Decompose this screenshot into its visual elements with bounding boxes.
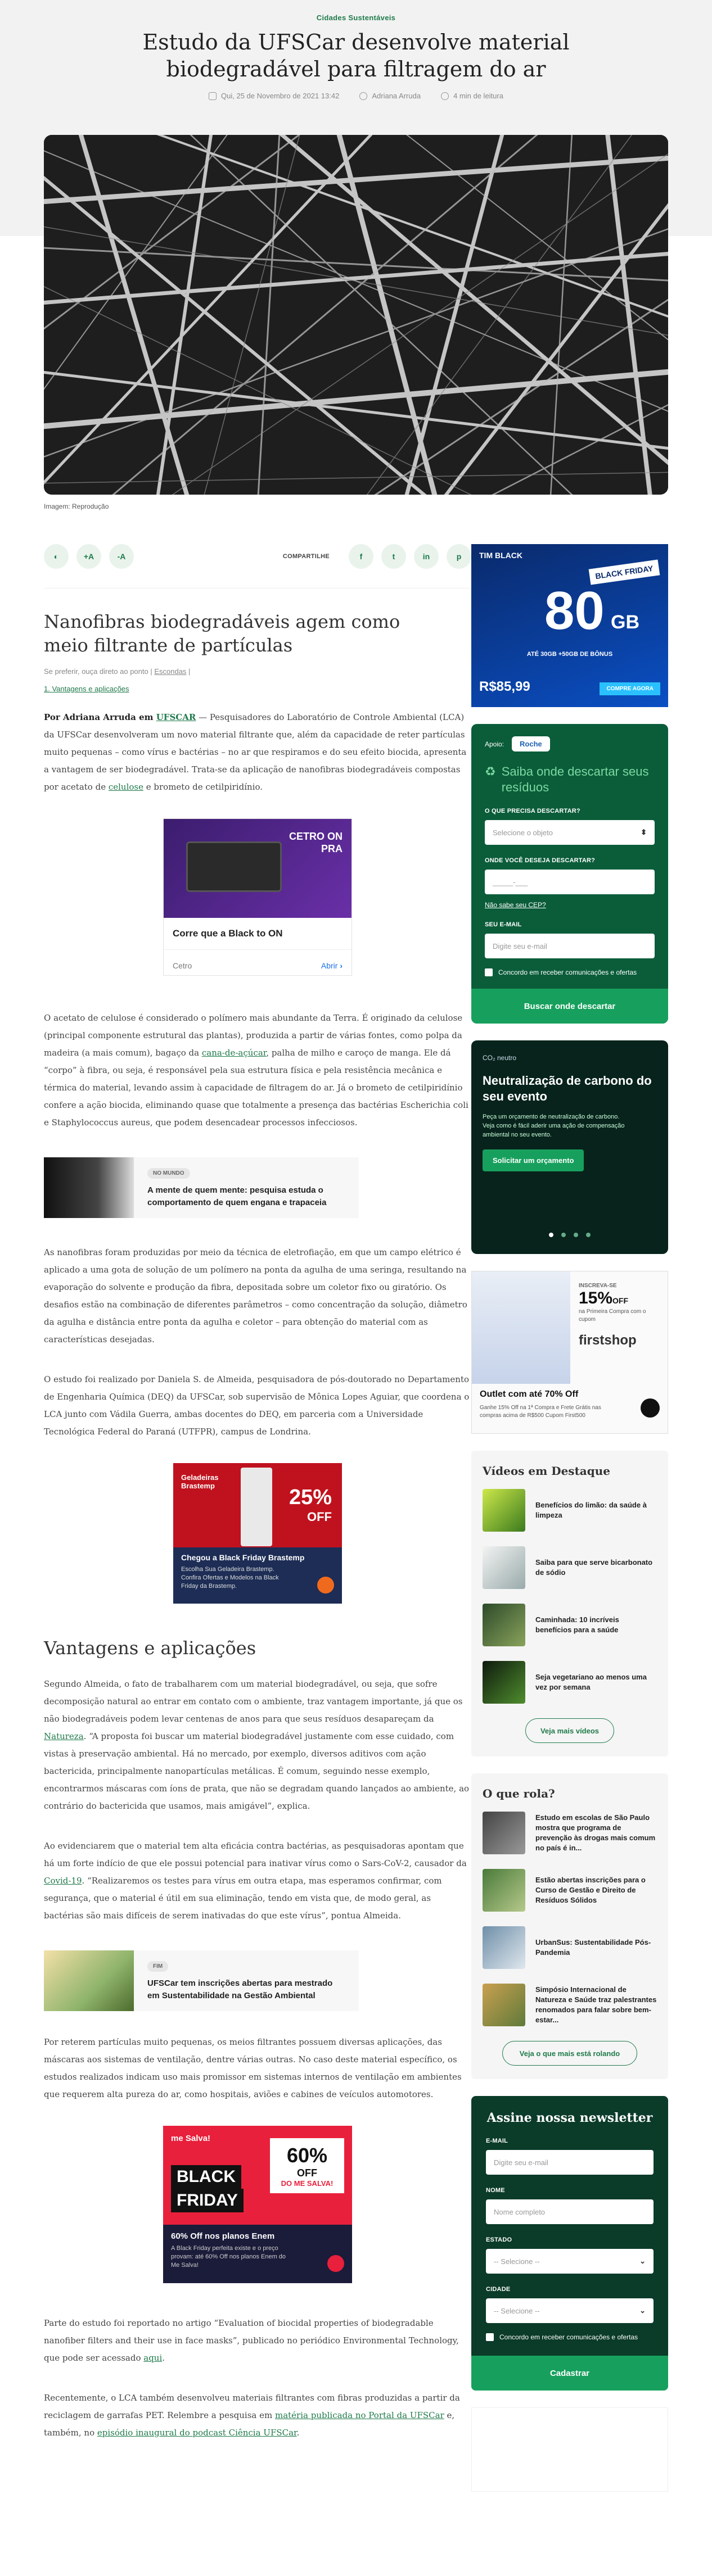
hero-image [44,135,668,495]
p8-text-a: Parte do estudo foi reportado no artigo “Evaluation of biocidal properties of biodegradable nanofiber filters and their use in face masks”, publicado no periódico Environmental Technology, que pode ser acessado [44,2318,459,2363]
newsletter-state-label: ESTADO [486,2237,512,2243]
nature-link[interactable]: Natureza [44,1731,84,1741]
ad-cetro-headline: Corre que a Black to ON [173,928,283,939]
ad-cetro-image [164,819,352,918]
ad-placeholder [471,2407,668,2492]
ad-brastemp-headline: Geladeiras Brastemp [181,1473,219,1490]
ad-carbon[interactable] [471,1040,668,1254]
waste-consent-label: Concordo em receber comunicações e ofertas [498,968,637,976]
listen-link[interactable]: Escondas [154,667,187,676]
newsletter-title: Assine nossa newsletter [486,2111,653,2125]
newsletter-city-select[interactable] [486,2298,654,2323]
more-news-button[interactable]: Veja o que mais está rolando [502,2041,637,2066]
article-toolbar [44,544,471,588]
ad-arrow-icon[interactable] [317,1577,334,1593]
image-caption: Imagem: Reprodução [44,502,109,510]
p6-text-a: Ao evidenciarem que o material tem alta eficácia contra bactérias, as pesquisadoras apontam que há um forte indício de que ele possui potencial para inativar vírus como o Sars-CoV-2, causador da [44,1841,467,1868]
news-headline: Estudo em escolas de São Paulo mostra que programa de prevenção às drogas mais comum no país é in... [535,1813,656,1852]
waste-object-select[interactable] [485,820,655,845]
ad-tim-sub: ATÉ 30GB +50GB DE BÔNUS [526,651,613,658]
article-meta [0,92,712,100]
byline: Por Adriana Arruda em [44,712,156,722]
ad-cetro-cta[interactable] [321,961,343,970]
share-linkedin-icon[interactable]: in [414,544,439,569]
ad-firstshop-off: OFF [612,1296,629,1305]
related-title-1: A mente de quem mente: pesquisa estuda o comportamento de quem engana e trapaceia [147,1185,327,1207]
date-meta [209,92,339,100]
ad-firstshop[interactable] [471,1271,668,1434]
paragraph-8 [44,2315,471,2367]
article-subtitle: Nanofibras biodegradáveis agem como meio filtrante de partículas [44,611,400,656]
ad-mesalva-black: BLACK [171,2165,241,2189]
ad-brastemp-discount: 25% [289,1486,332,1509]
p5-text-b: . “A proposta foi buscar um material biodegradável justamente com esse cuidado, com vistas à preservação ambiental. Há no mercado, por exemplo, diversos aditivos com ação bactericida, principalmente nanopartículas metálicas. É comum, seguindo nesse exemplo, encontrarmos máscaras com íons de prata, que não se degradam quando lançados ao ambiente, ao contrário do bactericida que usamos, mais amigável”, explica. [44,1731,470,1811]
ad-brastemp-desc: Escolha Sua Geladeira Brastemp. Confira Ofertas e Modelos na Black Friday da Brastemp. [181,1566,279,1590]
user-icon [359,92,367,100]
related-badge-2: FIM [147,1961,168,1972]
news-thumb [483,1984,525,2026]
ad-firstshop-sub: na Primeira Compra com o cupom [579,1309,646,1323]
ad-mesalva[interactable] [163,2126,352,2283]
ad-arrow-icon[interactable] [641,1398,660,1418]
waste-widget [471,724,668,1024]
podcast-link[interactable]: episódio inaugural do podcast Ciência UFSCar [97,2428,297,2438]
category-label[interactable]: Cidades Sustentáveis [316,13,396,22]
ad-mesalva-desc: A Black Friday perfeita existe e o preço provam: até 60% Off nos planos Enem do Me Salva! [171,2245,286,2269]
ad-firstshop-title: Outlet com até 70% Off [480,1389,579,1399]
waste-consent-checkbox[interactable] [485,968,493,976]
newsletter-submit-button[interactable]: Cadastrar [471,2356,668,2391]
ad-firstshop-desc: Ganhe 15% Off na 1ª Compra e Frete Grátis nas compras acima de R$500 Cupom First500 [480,1405,601,1419]
ad-mesalva-friday: FRIDAY [171,2189,244,2212]
share-facebook-icon[interactable]: f [349,544,373,569]
ad-tim-unit: GB [611,612,639,633]
news-thumb [483,1812,525,1854]
news-item[interactable] [483,1926,657,1969]
ad-tim-price: R$85,99 [479,679,530,694]
toc-link[interactable]: 1. Vantagens e aplicações [44,685,129,693]
video-title: Seja vegetariano ao menos uma vez por semana [535,1673,647,1691]
ad-cetro-brand: Cetro [173,961,192,970]
chevron-down-icon: ⌄ [639,2306,646,2315]
font-decrease-button[interactable]: -A [109,544,134,569]
section-title: Vantagens e aplicações [44,1637,256,1659]
ad-tim-brand: TIM BLACK [479,551,522,560]
related-badge-1: NO MUNDO [147,1168,190,1179]
ad-firstshop-brand: firstshop [579,1333,637,1348]
news-headline: Estão abertas inscrições para o Curso de Gestão e Direito de Resíduos Sólidos [535,1876,646,1904]
read-time-text: 4 min de leitura [453,92,503,100]
related-thumb-1 [44,1157,134,1218]
video-title: Caminhada: 10 incríveis benefícios para a saúde [535,1615,619,1634]
ad-mesalva-promo-sub: DO ME SALVA! [281,2179,334,2188]
related-title-2: UFSCar tem inscrições abertas para mestrado em Sustentabilidade na Gestão Ambiental [147,1979,333,2000]
newsletter-city-value: -- Selecione -- [494,2306,540,2315]
video-item[interactable] [483,1546,657,1589]
ad-mesalva-title: 60% Off nos planos Enem [171,2231,275,2241]
video-item[interactable] [483,1489,657,1532]
sponsor-label: Apoio: [485,740,504,748]
news-item[interactable] [483,1869,657,1912]
video-thumb [483,1661,525,1704]
chevron-down-icon: ⌄ [639,2257,646,2265]
waste-search-button[interactable]: Buscar onde descartar [471,989,668,1024]
news-title: O que rola? [483,1787,555,1800]
ad-tim[interactable] [471,544,668,707]
fridge-shape [241,1468,272,1546]
p2-text-b: , palha de milho e caroço de manga. Ele dá “corpo” à fibra, ou seja, é responsável pela sua estrutura física e pela resistência mecânica e térmica do material, levando assim à capacidade de filtragem do ar. Já o brometo de cetilpiridínio confere a ação biocida, eliminando quase que totalmente a presença das bactérias Escherichia coli e Staphylococcus aureus, que podem desencadear processos infecciosos. [44,1048,468,1128]
carousel-dot[interactable] [574,1233,578,1237]
ad-carbon-cta[interactable]: Solicitar um orçamento [483,1149,584,1171]
ad-firstshop-pct: 15% [579,1289,613,1307]
videos-widget [471,1451,668,1756]
p1-end: e brometo de cetilpiridínio. [143,782,263,792]
ad-tim-tag: BLACK FRIDAY [589,560,660,585]
ad-carbon-small: CO₂ neutro [483,1054,517,1062]
p6-text-b: . “Realizaremos os testes para vírus em outra etapa, mas esperamos confirmar, com segurança, que o material é útil em sua eliminação, tendo em vista que, de modo geral, as bactérias são mais difíceis de serem inativadas do que este vírus”, pontua Almeida. [44,1876,442,1921]
paragraph-6 [44,1837,471,1925]
news-thumb [483,1869,525,1912]
waste-email-input[interactable]: Digite seu e-mail [485,934,655,958]
font-increase-button[interactable]: +A [76,544,101,569]
waste-object-value: Selecione o objeto [493,828,553,837]
roche-logo[interactable]: Roche [512,736,550,751]
ad-mesalva-promo: 60% [286,2144,328,2167]
news-thumb [483,1926,525,1969]
waste-object-label: O QUE PRECISA DESCARTAR? [485,808,580,814]
newsletter-email-input[interactable]: Digite seu e-mail [486,2150,654,2175]
nanofiber-image [44,135,668,495]
newsletter-state-value: -- Selecione -- [494,2257,540,2266]
article-link[interactable]: aqui [143,2353,163,2363]
video-thumb [483,1489,525,1532]
page-title: Estudo da UFSCar desenvolve material biodegradável para filtragem do ar [142,30,570,82]
ad-brastemp[interactable] [173,1463,342,1604]
ad-tim-gb: 80 [544,581,605,641]
share-label: COMPARTILHE [282,553,330,560]
ad-cetro-cta-label: Abrir [321,961,338,970]
ad-brastemp-title: Chegou a Black Friday Brastemp [181,1553,305,1562]
ad-tim-cta[interactable]: COMPRE AGORA [600,682,660,695]
p8-text-b: . [162,2353,165,2363]
paragraph-4: O estudo foi realizado por Daniela S. de Almeida, pesquisadora de pós-doutorado no Departamento de Engenharia Química (DEQ) da UFSCar, sob supervisão de Mônica Lopes Aguiar, que coordena o LCA junto com Vádila Guerra, ambas docentes do DEQ, em parceria com a Universidade Tecnológica Federal do Paraná (UTFPR), campus de Londrina. [44,1374,470,1437]
paragraph-7: Por reterem partículas muito pequenas, os meios filtrantes possuem diversas aplicações, das máscaras aos sistemas de ventilação, dentre várias outras. No caso deste material específico, os estudos realizados indicam uso mais promissor em sistemas internos de ventilação em ambientes que requerem alta pureza do ar, como hospitais, aviões e cabines de veículos automotores. [44,2037,462,2099]
p2-text-a: O acetato de celulose é considerado o polímero mais abundante da Terra. É originado da celulose (principal componente estrutural das plantas), produzida a partir de várias fontes, como polpa da madeira (a mais comum), bagaço da [44,1013,463,1058]
more-videos-button[interactable]: Veja mais vídeos [525,1718,614,1743]
ad-carbon-title: Neutralização de carbono do seu evento [483,1074,652,1103]
newsletter-consent-label: Concordo em receber comunicações e ofertas [499,2333,638,2341]
news-headline: UrbanSus: Sustentabilidade Pós-Pandemia [535,1938,651,1957]
recycle-icon: ♻ [485,764,496,778]
waste-email-label: SEU E-MAIL [485,921,522,928]
newsletter-name-label: NOME [486,2187,505,2194]
ad-firstshop-tag: INSCREVA-SE [579,1283,617,1289]
ad-cetro-banner: CETRO ON PRA [289,831,343,854]
newsletter-name-input[interactable]: Nome completo [486,2199,654,2224]
carousel-dot[interactable] [586,1233,591,1237]
paragraph-5 [44,1676,471,1815]
cellulose-link[interactable]: celulose [108,782,143,792]
video-thumb [483,1604,525,1646]
news-item[interactable] [483,1984,657,2026]
ad-mesalva-brand: me Salva! [171,2134,211,2143]
p1-text: — Pesquisadores do Laboratório de Controle Ambiental (LCA) da UFSCar desenvolveram um novo material filtrante que, além da capacidade de reter partículas muito pequenas – como vírus e bactérias – no ar que respiramos e do seu efeito biocida, apresenta a vantagem de ser biodegradável. Trata-se da aplicação de nanofibras biodegradáveis compostas por acetato de [44,712,467,792]
newsletter-consent-checkbox[interactable] [486,2333,494,2341]
ad-firstshop-photo [472,1271,570,1384]
p5-text-a: Segundo Almeida, o fato de trabalharem com um material biodegradável, ou seja, que sofre decomposição natural ao entrar em contato com o ambiente, traz vantagem importante, já que os não biodegradáveis podem levar centenas de anos para que seus resíduos desapareçam da [44,1679,463,1724]
date-text: Qui, 25 de Novembro de 2021 13:42 [221,92,340,100]
related-thumb-2 [44,1950,134,2011]
clock-icon [441,92,449,100]
related-article-2[interactable] [44,1950,359,2011]
paragraph-2 [44,1009,471,1131]
waste-title: Saiba onde descartar seus resíduos [501,764,649,794]
p9-text-c: . [296,2428,300,2438]
carousel-dots [471,1233,668,1237]
news-widget [471,1773,668,2079]
ad-cetro[interactable] [163,818,352,976]
paragraph-1 [44,709,471,796]
covid-link[interactable]: Covid-19 [44,1876,82,1886]
contrast-button[interactable]: ◐ [44,544,69,569]
sugarcane-link[interactable]: cana-de-açúcar [201,1048,267,1058]
listen-line: Se preferir, ouça direto ao ponto | Escondas | [44,667,191,676]
newsletter-state-select[interactable] [486,2249,654,2274]
waste-cep-input[interactable]: _____-___ [485,870,655,894]
article-body [44,544,471,2492]
read-time-meta [441,92,503,100]
p9-text-b: e, também, no [44,2410,455,2438]
hero-figure [44,135,668,510]
sidebar [471,544,668,2492]
ad-mesalva-promo-off: OFF [297,2167,317,2179]
newsletter-widget [471,2096,668,2391]
newsletter-email-label: E-MAIL [486,2138,508,2144]
org-link[interactable]: UFSCAR [156,712,196,722]
news-headline: Simpósio Internacional de Natureza e Saúde traz palestrantes renomados para falar sobre bem-estar... [535,1985,657,2024]
carousel-dot[interactable] [549,1233,553,1237]
portal-link[interactable]: matéria publicada no Portal da UFSCar [274,2410,444,2420]
author-meta[interactable] [359,92,421,100]
ad-arrow-icon[interactable] [327,2255,344,2272]
share-twitter-icon[interactable]: t [381,544,406,569]
video-item[interactable] [483,1661,657,1704]
no-cep-link[interactable]: Não sabe seu CEP? [485,901,546,909]
carousel-dot[interactable] [561,1233,566,1237]
video-title: Saiba para que serve bicarbonato de sódio [535,1558,653,1577]
chevron-right-icon: › [340,961,343,970]
video-thumb [483,1546,525,1589]
author-text: Adriana Arruda [372,92,421,100]
ad-carbon-desc: Peça um orçamento de neutralização de carbono. Veja como é fácil aderir uma ação de compensação ambiental no seu evento. [483,1113,625,1138]
select-arrows-icon: ⬍ [641,828,647,836]
paragraph-3: As nanofibras foram produzidas por meio da técnica de eletrofiação, em que um campo elétrico é aplicado a uma gota de solução de um polímero na ponta da agulha de uma seringa, resultando na evaporação do solvente e produção da fibra, depositada sobre um coletor fixo ou giratório. Os desafios estão na combinação de diferentes parâmetros – como concentração da solução, diâmetro da agulha e distância entre ponta da agulha e coletor – para obtenção do material com as características desejadas. [44,1247,467,1344]
paragraph-9 [44,2389,471,2442]
waste-cep-label: ONDE VOCÊ DESEJA DESCARTAR? [485,857,596,864]
newsletter-city-label: CIDADE [486,2286,511,2293]
p9-text-a: Recentemente, o LCA também desenvolveu materiais filtrantes com fibras produzidas a partir da reciclagem de garrafas PET. Relembre a pesquisa em [44,2393,460,2420]
related-article-1[interactable] [44,1157,359,1218]
video-item[interactable] [483,1604,657,1646]
listen-text: Se preferir, ouça direto ao ponto [44,667,148,676]
videos-title: Vídeos em Destaque [483,1464,611,1478]
video-title: Benefícios do limão: da saúde à limpeza [535,1501,647,1519]
calendar-icon [209,92,217,100]
ad-brastemp-off: OFF [307,1510,332,1524]
news-item[interactable] [483,1812,657,1854]
share-pinterest-icon[interactable]: p [447,544,471,569]
machine-shape [186,841,282,892]
